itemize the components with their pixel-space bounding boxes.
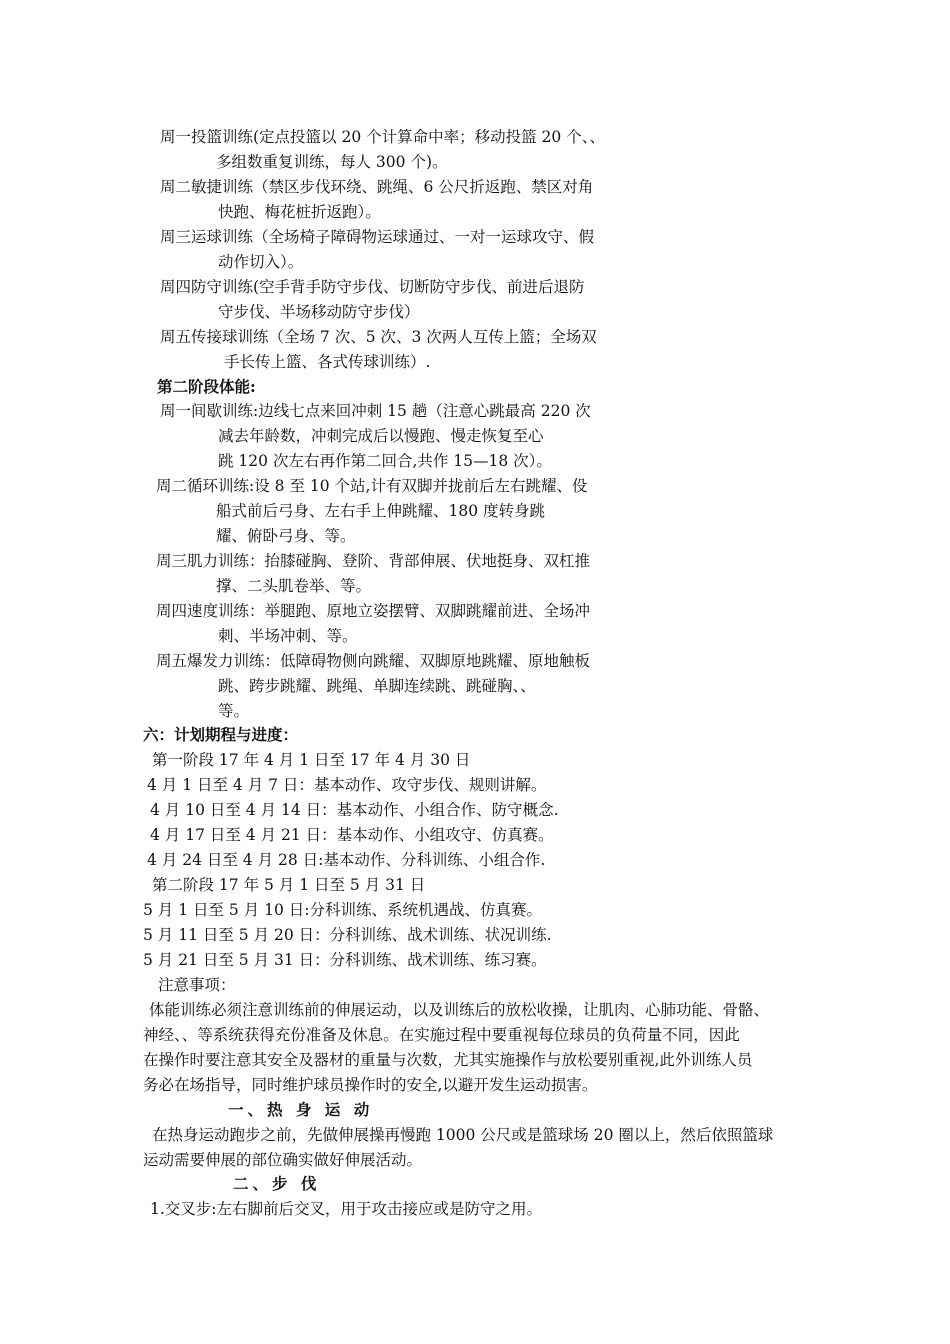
notes-paragraph-line: 体能训练必须注意训练前的伸展运动，以及训练后的放松收操，让肌肉、心肺功能、骨骼、: [149, 1001, 770, 1019]
schedule-item: 4 月 24 日至 4 月 28 日:基本动作、分科训练、小组合作.: [147, 851, 546, 869]
phase2-friday-line1: 周五爆发力训练：低障碍物侧向跳耀、双脚原地跳耀、原地触板: [156, 652, 591, 670]
phase1-monday-line2: 多组数重复训练，每人 300 个)。: [216, 153, 448, 171]
notes-paragraph-line: 神经、、等系统获得充份准备及休息。在实施过程中要重视每位球员的负荷量不同，因此: [143, 1026, 740, 1044]
schedule-item: 4 月 1 日至 4 月 7 日：基本动作、攻守步伐、规则讲解。: [147, 776, 547, 794]
footwork-item: 1.交叉步:左右脚前后交叉，用于攻击接应或是防守之用。: [150, 1200, 543, 1218]
phase2-friday-line2: 跳、跨步跳耀、跳绳、单脚连续跳、跳碰胸、、: [218, 677, 536, 695]
phase1-wednesday-line2: 动作切入）。: [218, 253, 304, 271]
phase2-wednesday-line2: 撑、二头肌卷举、等。: [216, 577, 372, 595]
phase1-thursday-line1: 周四防守训练(空手背手防守步伐、切断防守步伐、前进后退防: [160, 278, 585, 296]
phase2-friday-line3: 等。: [218, 702, 250, 720]
phase1-tuesday-line2: 快跑、梅花桩折返跑）。: [218, 203, 381, 221]
warmup-heading: 一、热 身 运 动: [228, 1100, 374, 1119]
phase2-tuesday-line3: 耀、俯卧弓身、等。: [216, 527, 356, 545]
phase2-wednesday-line1: 周三肌力训练：抬膝碰胸、登阶、背部伸展、伏地挺身、双杠推: [156, 552, 591, 570]
notes-title: 注意事项：: [158, 976, 236, 994]
schedule-item: 第一阶段 17 年 4 月 1 日至 17 年 4 月 30 日: [152, 751, 471, 769]
schedule-title: 六：计划期程与进度：: [143, 725, 299, 744]
phase2-monday-line3: 跳 120 次左右再作第二回合,共作 15—18 次）。: [218, 452, 552, 470]
footwork-heading: 二、步 伐: [233, 1174, 321, 1193]
phase1-monday-line1: 周一投篮训练(定点投篮以 20 个计算命中率；移动投篮 20 个、、: [160, 128, 605, 146]
schedule-item: 第二阶段 17 年 5 月 1 日至 5 月 31 日: [152, 876, 426, 894]
notes-paragraph-line: 在操作时要注意其安全及器材的重量与次数，尤其实施操作与放松要别重视,此外训练人员: [143, 1051, 753, 1069]
phase2-title: 第二阶段体能:: [157, 377, 256, 396]
schedule-item: 5 月 21 日至 5 月 31 日：分科训练、战术训练、练习赛。: [143, 951, 547, 969]
schedule-item: 4 月 10 日至 4 月 14 日：基本动作、小组合作、防守概念.: [150, 801, 559, 819]
phase2-tuesday-line1: 周二循环训练:设 8 至 10 个站,计有双脚并拢前后左右跳耀、伇: [156, 477, 588, 495]
schedule-item: 4 月 17 日至 4 月 21 日：基本动作、小组攻守、仿真赛。: [150, 826, 554, 844]
schedule-item: 5 月 11 日至 5 月 20 日：分科训练、战术训练、状况训练.: [143, 926, 552, 944]
phase1-tuesday-line1: 周二敏捷训练（禁区步伐环绕、跳绳、6 公尺折返跑、禁区对角: [160, 178, 594, 196]
phase2-tuesday-line2: 船式前后弓身、左右手上伸跳耀、180 度转身跳: [216, 502, 546, 520]
notes-paragraph-line: 务必在场指导，同时维护球员操作时的安全,以避开发生运动损害。: [143, 1076, 598, 1094]
phase1-friday-line2: 手长传上篮、各式传球训练）.: [224, 353, 431, 371]
phase1-wednesday-line1: 周三运球训练（全场椅子障碍物运球通过、一对一运球攻守、假: [160, 228, 595, 246]
phase2-monday-line2: 减去年龄数，冲刺完成后以慢跑、慢走恢复至心: [218, 427, 544, 445]
phase2-thursday-line1: 周四速度训练：举腿跑、原地立姿摆臂、双脚跳耀前进、全场冲: [156, 602, 591, 620]
phase2-thursday-line2: 刺、半场冲刺、等。: [218, 627, 358, 645]
warmup-paragraph-line: 在热身运动跑步之前，先做伸展操再慢跑 1000 公尺或是篮球场 20 圈以上，然后依照篮球: [152, 1126, 774, 1144]
phase1-friday-line1: 周五传接球训练（全场 7 次、5 次、3 次两人互传上篮；全场双: [160, 328, 597, 346]
phase2-monday-line1: 周一间歇训练:边线七点来回冲刺 15 趟（注意心跳最高 220 次: [160, 402, 591, 420]
phase1-thursday-line2: 守步伐、半场移动防守步伐）: [218, 303, 420, 321]
schedule-item: 5 月 1 日至 5 月 10 日:分科训练、系统机遇战、仿真赛。: [143, 901, 543, 919]
warmup-paragraph-line: 运动需要伸展的部位确实做好伸展活动。: [143, 1151, 423, 1169]
